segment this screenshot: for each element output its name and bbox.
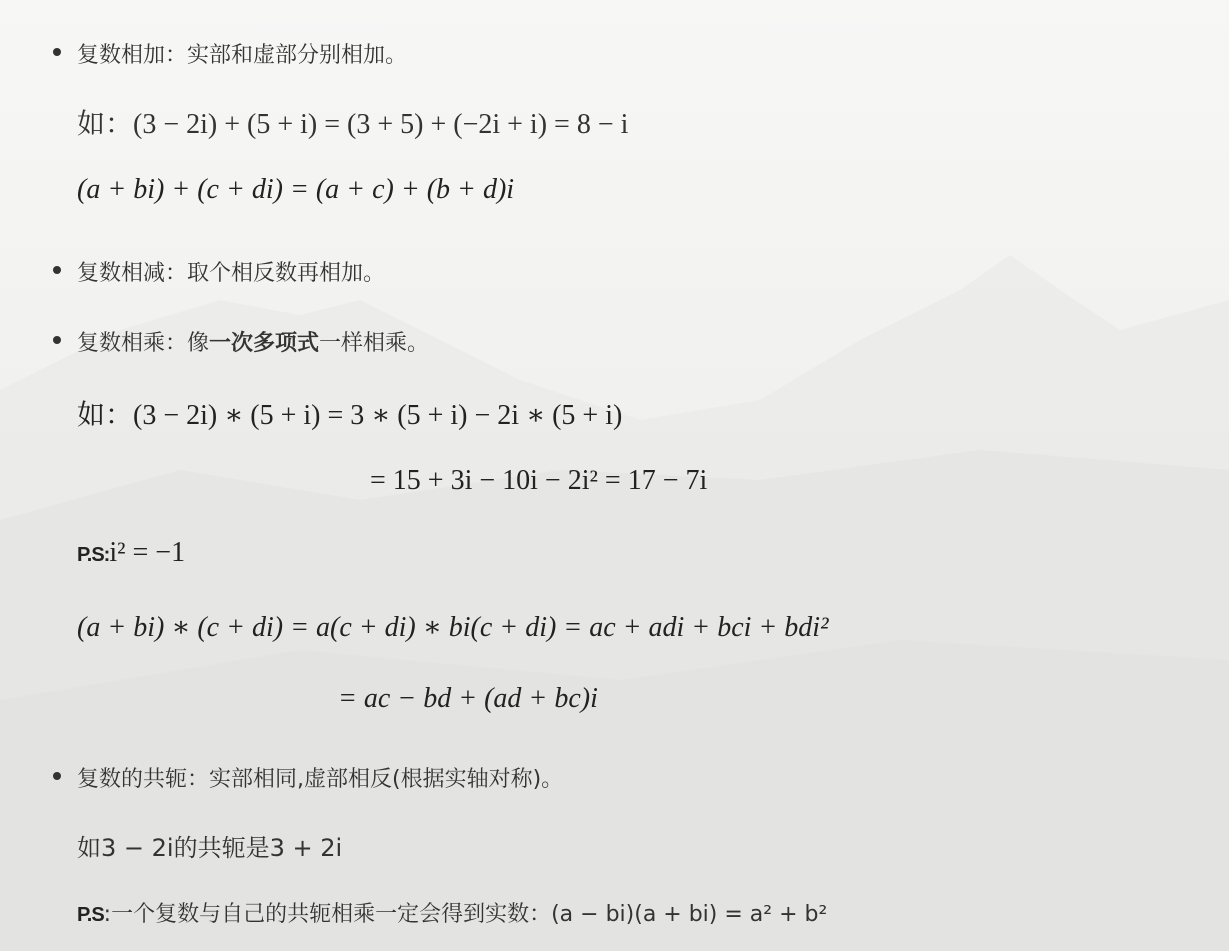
multiplication-label [77, 326, 429, 357]
subtraction-label [77, 256, 385, 287]
multiplication-example-line1 [77, 393, 622, 433]
conjugate-ps-note [77, 897, 827, 928]
conjugate-label-text: 复数的共轭：实部相同,虚部相反(根据实轴对称)。 [77, 767, 564, 792]
multiplication-ps-formula: i² = −1 [109, 537, 186, 568]
conjugate-example [77, 828, 342, 863]
addition-general-text: (a + bi) + (c + di) = (a + c) + (b + d)i [77, 174, 515, 205]
multiplication-general-line2-text: = ac − bd + (ad + bc)i [338, 683, 598, 714]
bullet-subtraction [53, 266, 61, 274]
addition-example-text: 如：(3 − 2i) + (5 + i) = (3 + 5) + (−2i + i) = 8 − i [77, 109, 629, 140]
addition-label [77, 38, 407, 69]
addition-label-text: 复数相加：实部和虚部分别相加。 [77, 43, 408, 68]
multiplication-example-line2-text: = 15 + 3i − 10i − 2i² = 17 − 7i [370, 465, 708, 496]
addition-example [77, 102, 628, 142]
multiplication-ps-note [77, 537, 185, 569]
multiplication-general-line1 [77, 610, 828, 644]
conjugate-ps-label: P.S [77, 904, 104, 926]
bullet-multiplication [53, 336, 61, 344]
conjugate-example-text: 如3 − 2i的共轭是3 + 2i [77, 834, 343, 862]
conjugate-label [77, 762, 563, 793]
multiplication-ps-label: P.S: [77, 544, 110, 566]
addition-general-formula [77, 174, 514, 206]
multiplication-label-after: 一样相乘。 [319, 331, 430, 356]
bullet-addition [53, 48, 61, 56]
conjugate-ps-text: :一个复数与自己的共轭相乘一定会得到实数：(a − bi)(a + bi) = a² + b² [103, 902, 828, 927]
multiplication-label-bold: 一次多项式 [209, 331, 320, 356]
multiplication-example-line1-text: 如：(3 − 2i) ∗ (5 + i) = 3 ∗ (5 + i) − 2i ∗ (5 + i) [77, 400, 623, 431]
multiplication-label-before: 复数相乘：像 [77, 331, 210, 356]
subtraction-label-text: 复数相减：取个相反数再相加。 [77, 261, 386, 286]
multiplication-general-line2 [338, 683, 598, 715]
multiplication-example-line2 [370, 465, 707, 497]
bullet-conjugate [53, 772, 61, 780]
multiplication-general-line1-text: (a + bi) ∗ (c + di) = a(c + di) ∗ bi(c + di) = ac + adi + bci + bdi² [77, 612, 829, 643]
